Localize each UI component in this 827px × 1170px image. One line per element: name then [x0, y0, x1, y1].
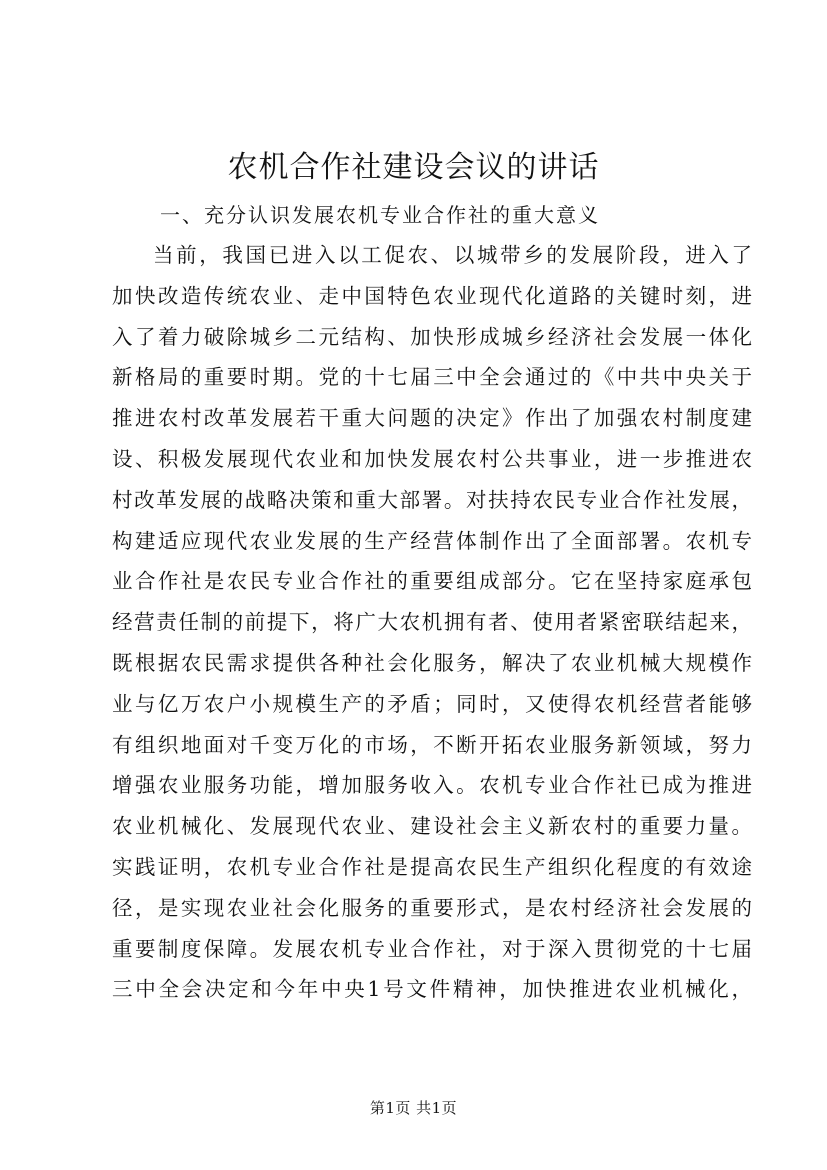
page-footer: 第1页 共1页: [369, 1099, 458, 1117]
paragraph-line: 重要制度保障。发展农机专业合作社，对于深入贯彻党的十七届: [112, 936, 752, 961]
paragraph-line: 增强农业服务功能，增加服务收入。农机专业合作社已成为推进: [112, 773, 752, 798]
paragraph-line: 既根据农民需求提供各种社会化服务，解决了农业机械大规模作: [112, 650, 752, 675]
section-heading: 一、充分认识发展农机专业合作社的重大意义: [160, 203, 600, 227]
paragraph-line: 实践证明，农机专业合作社是提高农民生产组织化程度的有效途: [112, 854, 752, 879]
paragraph-line: 加快改造传统农业、走中国特色农业现代化道路的关键时刻，进: [112, 283, 752, 308]
paragraph-line: 推进农村改革发展若干重大问题的决定》作出了加强农村制度建: [112, 406, 752, 431]
paragraph-line: 新格局的重要时期。党的十七届三中全会通过的《中共中央关于: [112, 365, 752, 390]
paragraph-line: 村改革发展的战略决策和重大部署。对扶持农民专业合作社发展，: [112, 487, 752, 512]
paragraph-line: 设、积极发展现代农业和加快发展农村公共事业，进一步推进农: [112, 446, 752, 471]
paragraph-line: 业与亿万农户小规模生产的矛盾；同时，又使得农机经营者能够: [112, 691, 752, 716]
paragraph-line: 入了着力破除城乡二元结构、加快形成城乡经济社会发展一体化: [112, 324, 752, 349]
paragraph-line: 经营责任制的前提下，将广大农机拥有者、使用者紧密联结起来，: [112, 610, 752, 635]
document-title: 农机合作社建设会议的讲话: [227, 150, 600, 185]
paragraph-line: 当前，我国已进入以工促农、以城带乡的发展阶段，进入了: [153, 243, 752, 267]
paragraph-line: 有组织地面对千变万化的市场，不断开拓农业服务新领域，努力: [112, 732, 752, 757]
paragraph-line: 农业机械化、发展现代农业、建设社会主义新农村的重要力量。: [112, 814, 752, 839]
paragraph-line: 业合作社是农民专业合作社的重要组成部分。它在坚持家庭承包: [112, 569, 752, 594]
body-paragraph: [112, 235, 752, 1010]
paragraph-line: 三中全会决定和今年中央1号文件精神，加快推进农业机械化，: [112, 977, 752, 1002]
paragraph-line: 径，是实现农业社会化服务的重要形式，是农村经济社会发展的: [112, 895, 752, 920]
paragraph-line: 构建适应现代农业发展的生产经营体制作出了全面部署。农机专: [112, 528, 752, 553]
